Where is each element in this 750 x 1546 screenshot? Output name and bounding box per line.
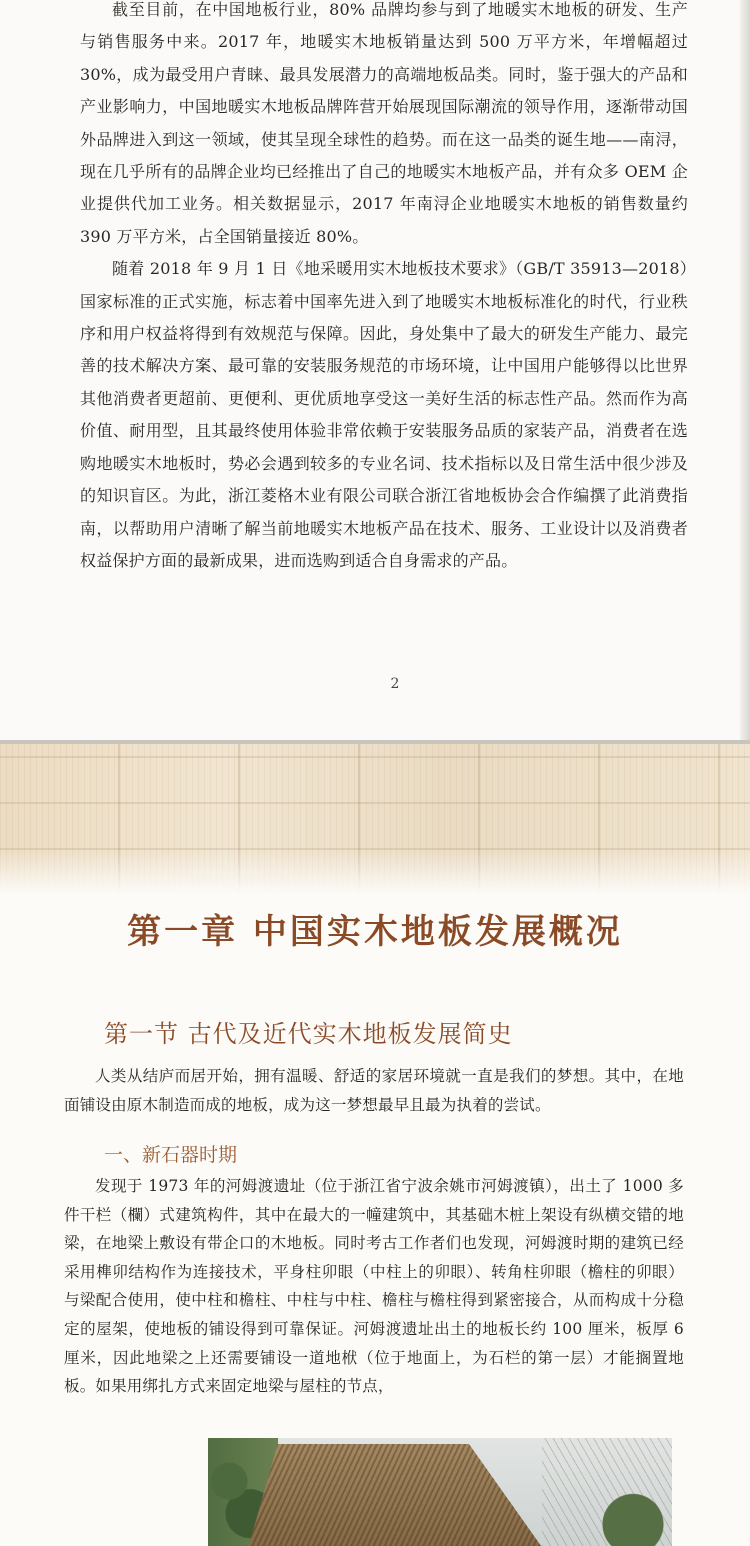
page-number: 2 bbox=[390, 676, 400, 692]
paragraph-intro: 人类从结庐而居开始，拥有温暖、舒适的家居环境就一直是我们的梦想。其中，在地面铺设由原木制造而成的地板，成为这一梦想最早且最为执着的尝试。 bbox=[64, 1067, 684, 1114]
paragraph-national-standard: 随着 2018 年 9 月 1 日《地采暖用实木地板技术要求》（GB/T 35913—2018）国家标准的正式实施，标志着中国率先进入到了地暖实木地板标准化的时代，行业秩序和用户权益将得到有效规范与保障。因此，身处集中了最大的研发生产能力、最完善的技术解决方案、最可靠的安装服务规范的市场环境，让中国用户能够得以比世界其他消费者更超前、更便利、更优质地享受这一美好生活的标志性产品。然而作为高价值、耐用型，且其最终使用体验非常依赖于安装服务品质的家装产品，消费者在选购地暖实木地板时，势必会遇到较多的专业名词、技术指标以及日常生活中很少涉及的知识盲区。为此，浙江菱格木业有限公司联合浙江省地板协会合作编撰了此消费指南，以帮助用户清晰了解当前地暖实木地板产品在技术、服务、工业设计以及消费者权益保护方面的最新成果，进而选购到适合自身需求的产品。 bbox=[80, 259, 688, 570]
section-title: 第一节 古代及近代实木地板发展简史 bbox=[104, 1020, 513, 1048]
section-intro bbox=[64, 1062, 684, 1119]
subsection-title: 一、新石器时期 bbox=[104, 1144, 238, 1166]
photo-tree-right bbox=[542, 1438, 672, 1546]
paragraph-market-status: 截至目前，在中国地板行业，80% 品牌均参与到了地暖实木地板的研发、生产与销售服务中来。2017 年，地暖实木地板销量达到 500 万平方米，年增幅超过 30%，成为最受用户青睐、最具发展潜力的高端地板品类。同时，鉴于强大的产品和产业影响力，中国地暖实木地板品牌阵营开始展现国际潮流的领导作用，逐渐带动国外品牌进入到这一领域，使其呈现全球性的趋势。而在这一品类的诞生地——南浔，现在几乎所有的品牌企业均已经推出了自己的地暖实木地板产品，并有众多 OEM 企业提供代加工业务。相关数据显示，2017 年南浔企业地暖实木地板的销售数量约 390 万平方米，占全国销量接近 80%。 bbox=[80, 0, 688, 246]
chapter-title: 第一章 中国实木地板发展概况 bbox=[127, 912, 623, 952]
subsection-body bbox=[64, 1172, 684, 1401]
page-2-text-block bbox=[80, 0, 688, 577]
page-2-sheet bbox=[0, 0, 750, 740]
chapter-one-sheet bbox=[0, 744, 750, 1546]
paragraph-hemudu: 发现于 1973 年的河姆渡遗址（位于浙江省宁波余姚市河姆渡镇），出土了 1000 多件干栏（欄）式建筑构件，其中在最大的一幢建筑中，其基础木桩上架设有纵横交错的地梁，在地梁上敷设有带企口的木地板。同时考古工作者们也发现，河姆渡时期的建筑已经采用榫卯结构作为连接技术，平身柱卯眼（中柱上的卯眼）、转角柱卯眼（檐柱的卯眼）与梁配合使用，使中柱和檐柱、中柱与中柱、檐柱与檐柱得到紧密接合，从而构成十分稳定的屋架，使地板的铺设得到可靠保证。河姆渡遗址出土的地板长约 100 厘米，板厚 6 厘米，因此地梁之上还需要铺设一道地栿（位于地面上，为石栏的第一层）才能搁置地板。如果用绑扎方式来固定地梁与屋柱的节点， bbox=[64, 1177, 684, 1396]
wood-texture-banner bbox=[0, 744, 750, 894]
thatched-hut-photo bbox=[208, 1438, 672, 1546]
